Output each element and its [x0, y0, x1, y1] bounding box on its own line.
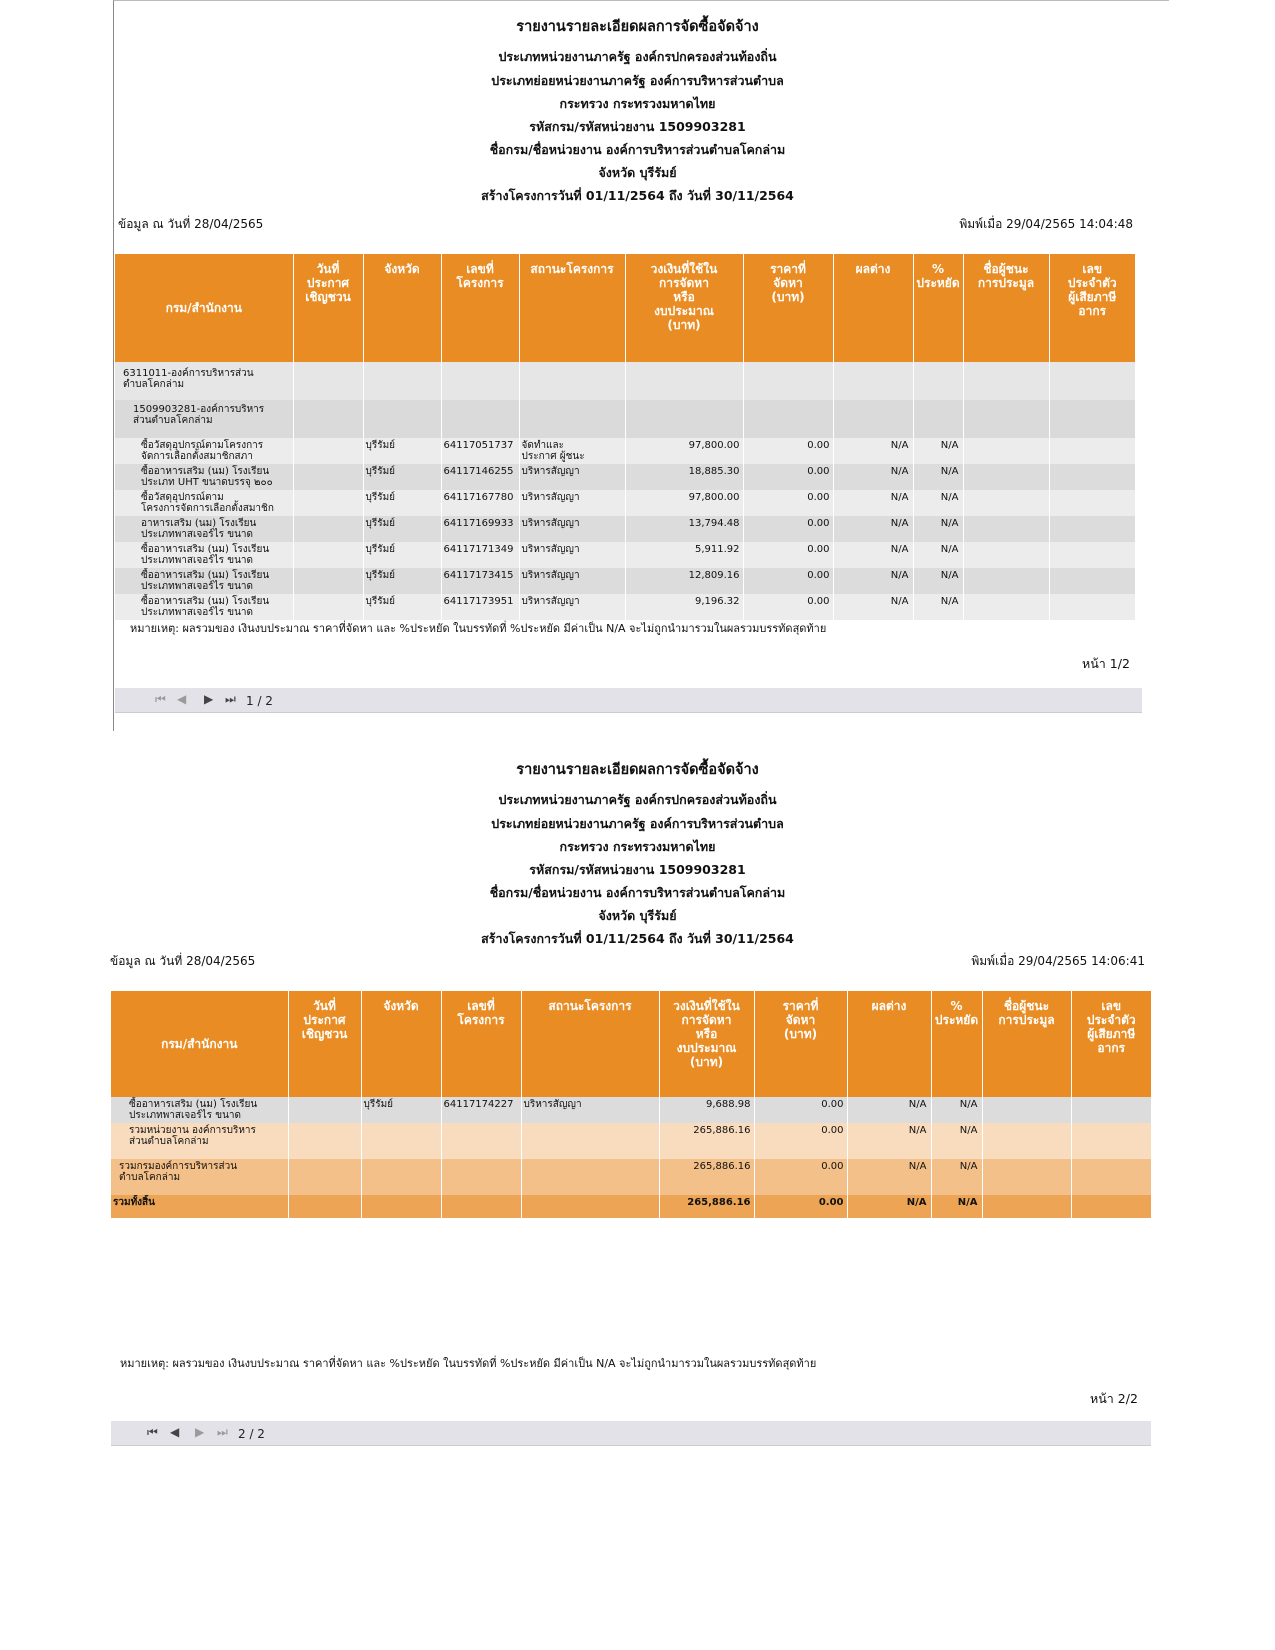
difference-value: N/A	[833, 542, 913, 568]
winner-name	[963, 490, 1049, 516]
difference-total: N/A	[847, 1195, 931, 1218]
grand-total-row	[111, 1195, 1151, 1218]
saving-total: N/A	[931, 1195, 982, 1218]
group-row-agency	[115, 400, 1135, 438]
col-header-winner: ชื่อผู้ชนะ การประมูล	[982, 991, 1071, 1097]
province: บุรีรัมย์	[363, 438, 441, 464]
winner-name	[963, 438, 1049, 464]
budget-value: 12,809.16	[625, 568, 743, 594]
table-row	[115, 490, 1135, 516]
budget-total: 265,886.16	[659, 1159, 754, 1195]
col-header-difference: ผลต่าง	[847, 991, 931, 1097]
difference-value: N/A	[847, 1097, 931, 1123]
col-header-province: จังหวัด	[361, 991, 441, 1097]
project-name: ซื้ออาหารเสริม (นม) โรงเรียน ประเภทพาสเจอร์ไร ขนาด	[115, 542, 293, 568]
saving-value: N/A	[913, 568, 963, 594]
tax-id	[1071, 1097, 1151, 1123]
agency-name-line: ชื่อกรม/ชื่อหน่วยงาน องค์การบริหารส่วนตำบลโคกล่าม	[489, 142, 786, 157]
price-total: 0.00	[754, 1195, 847, 1218]
tax-id	[1049, 568, 1135, 594]
ministry-line: กระทรวง กระทรวงมหาดไทย	[559, 96, 716, 111]
group-name: 6311011-องค์การบริหารส่วน ตำบลโคกล่าม	[115, 362, 293, 400]
table-row	[111, 1097, 1151, 1123]
printed-timestamp: พิมพ์เมื่อ 29/04/2565 14:04:48	[959, 217, 1133, 231]
group-name: 1509903281-องค์การบริหาร ส่วนตำบลโคกล่าม	[115, 400, 293, 438]
tax-id	[1049, 490, 1135, 516]
budget-value: 18,885.30	[625, 464, 743, 490]
province-line: จังหวัด บุรีรัมย์	[598, 165, 677, 180]
project-status: บริหารสัญญา	[519, 568, 625, 594]
table-header-row	[111, 991, 1151, 1097]
agency-code-line: รหัสกรม/รหัสหน่วยงาน 1509903281	[529, 119, 746, 134]
saving-value: N/A	[913, 464, 963, 490]
agency-subtype-line: ประเภทย่อยหน่วยงานภาครัฐ องค์การบริหารส่วนตำบล	[491, 816, 784, 831]
announce-date	[293, 542, 363, 568]
price-value: 0.00	[743, 464, 833, 490]
project-no: 64117146255	[441, 464, 519, 490]
budget-total: 265,886.16	[659, 1123, 754, 1159]
tax-id	[1049, 542, 1135, 568]
project-status: บริหารสัญญา	[519, 490, 625, 516]
project-no: 64117169933	[441, 516, 519, 542]
project-name: ซื้ออาหารเสริม (นม) โรงเรียน ประเภท UHT ขนาดบรรจุ ๒๐๐	[115, 464, 293, 490]
saving-value: N/A	[913, 516, 963, 542]
data-date: ข้อมูล ณ วันที่ 28/04/2565	[118, 217, 264, 231]
announce-date	[293, 438, 363, 464]
project-name: อาหารเสริม (นม) โรงเรียน ประเภทพาสเจอร์ไร ขนาด	[115, 516, 293, 542]
report-title: รายงานรายละเอียดผลการจัดซื้อจัดจ้าง	[516, 762, 759, 778]
budget-total: 265,886.16	[659, 1195, 754, 1218]
table-row	[115, 438, 1135, 464]
project-name: ซื้ออาหารเสริม (นม) โรงเรียน ประเภทพาสเจอร์ไร ขนาด	[115, 594, 293, 620]
announce-date	[293, 490, 363, 516]
price-value: 0.00	[743, 594, 833, 620]
page-number: หน้า 2/2	[1090, 1391, 1138, 1406]
province: บุรีรัมย์	[363, 568, 441, 594]
report-navigation-bar	[111, 1421, 1151, 1446]
price-total: 0.00	[754, 1123, 847, 1159]
project-name: ซื้ออาหารเสริม (นม) โรงเรียน ประเภทพาสเจอร์ไร ขนาด	[111, 1097, 288, 1123]
col-header-status: สถานะโครงการ	[521, 991, 659, 1097]
province-line: จังหวัด บุรีรัมย์	[598, 908, 677, 923]
table-row	[115, 568, 1135, 594]
winner-name	[963, 594, 1049, 620]
col-header-status: สถานะโครงการ	[519, 254, 625, 362]
project-no: 64117173415	[441, 568, 519, 594]
winner-name	[963, 568, 1049, 594]
project-status: บริหารสัญญา	[521, 1097, 659, 1123]
difference-total: N/A	[847, 1123, 931, 1159]
page-indicator: 1 / 2	[246, 694, 273, 708]
report-navigation-bar	[115, 688, 1142, 713]
announce-date	[293, 568, 363, 594]
page-number: หน้า 1/2	[1082, 656, 1130, 671]
first-page-icon[interactable]: ⏮	[155, 692, 166, 706]
project-no: 64117174227	[441, 1097, 521, 1123]
first-page-icon[interactable]: ⏮	[147, 1425, 158, 1439]
prev-page-icon[interactable]: ◀	[177, 692, 187, 706]
project-name: ซื้อวัสดุอุปกรณ์ตามโครงการ จัดการเลือกตั้งสมาชิกสภา	[115, 438, 293, 464]
saving-total: N/A	[931, 1159, 982, 1195]
saving-total: N/A	[931, 1123, 982, 1159]
tax-id	[1049, 594, 1135, 620]
winner-name	[963, 542, 1049, 568]
col-header-price: ราคาที่ จัดหา (บาท)	[743, 254, 833, 362]
col-header-agency: กรม/สำนักงาน	[111, 991, 288, 1097]
saving-value: N/A	[913, 490, 963, 516]
subtotal-row-agency	[111, 1123, 1151, 1159]
difference-value: N/A	[833, 594, 913, 620]
project-status: บริหารสัญญา	[519, 464, 625, 490]
budget-value: 5,911.92	[625, 542, 743, 568]
announce-date	[293, 594, 363, 620]
project-status: บริหารสัญญา	[519, 542, 625, 568]
budget-value: 9,196.32	[625, 594, 743, 620]
province: บุรีรัมย์	[363, 464, 441, 490]
province: บุรีรัมย์	[363, 516, 441, 542]
table-row	[115, 464, 1135, 490]
subtotal-label: รวมกรมองค์การบริหารส่วน ตำบลโคกล่าม	[111, 1159, 288, 1195]
winner-name	[982, 1097, 1071, 1123]
col-header-tax-id: เลข ประจำตัว ผู้เสียภาษี อากร	[1071, 991, 1151, 1097]
saving-value: N/A	[913, 438, 963, 464]
subtotal-label: รวมหน่วยงาน องค์การบริหาร ส่วนตำบลโคกล่าม	[111, 1123, 288, 1159]
tax-id	[1049, 438, 1135, 464]
col-header-saving: % ประหยัด	[931, 991, 982, 1097]
price-value: 0.00	[743, 516, 833, 542]
difference-value: N/A	[833, 464, 913, 490]
printed-timestamp: พิมพ์เมื่อ 29/04/2565 14:06:41	[971, 954, 1145, 968]
agency-subtype-line: ประเภทย่อยหน่วยงานภาครัฐ องค์การบริหารส่วนตำบล	[491, 73, 784, 88]
ministry-line: กระทรวง กระทรวงมหาดไทย	[559, 839, 716, 854]
tax-id	[1049, 516, 1135, 542]
price-value: 0.00	[743, 568, 833, 594]
project-no: 64117051737	[441, 438, 519, 464]
budget-value: 97,800.00	[625, 438, 743, 464]
col-header-province: จังหวัด	[363, 254, 441, 362]
difference-value: N/A	[833, 516, 913, 542]
col-header-budget: วงเงินที่ใช้ใน การจัดหา หรือ งบประมาณ (บาท)	[625, 254, 743, 362]
next-page-icon[interactable]: ▶	[204, 692, 214, 706]
project-no: 64117173951	[441, 594, 519, 620]
col-header-tax-id: เลข ประจำตัว ผู้เสียภาษี อากร	[1049, 254, 1135, 362]
col-header-winner: ชื่อผู้ชนะ การประมูล	[963, 254, 1049, 362]
price-total: 0.00	[754, 1159, 847, 1195]
province: บุรีรัมย์	[361, 1097, 441, 1123]
col-header-announce-date: วันที่ ประกาศ เชิญชวน	[293, 254, 363, 362]
report-page-1	[0, 0, 1275, 735]
col-header-price: ราคาที่ จัดหา (บาท)	[754, 991, 847, 1097]
province: บุรีรัมย์	[363, 594, 441, 620]
budget-value: 97,800.00	[625, 490, 743, 516]
saving-value: N/A	[913, 542, 963, 568]
footnote: หมายเหตุ: ผลรวมของ เงินงบประมาณ ราคาที่จัดหา และ %ประหยัด ในบรรทัดที่ %ประหยัด มีค่าเป็น N/A จะไม่ถูกนำมารวมในผลรวมบรรทัดสุดท้าย	[130, 622, 827, 635]
agency-name-line: ชื่อกรม/ชื่อหน่วยงาน องค์การบริหารส่วนตำบลโคกล่าม	[489, 885, 786, 900]
project-name: ซื้ออาหารเสริม (นม) โรงเรียน ประเภทพาสเจอร์ไร ขนาด	[115, 568, 293, 594]
period-line: สร้างโครงการวันที่ 01/11/2564 ถึง วันที่ 30/11/2564	[481, 188, 794, 203]
winner-name	[963, 516, 1049, 542]
difference-total: N/A	[847, 1159, 931, 1195]
table-header-row	[115, 254, 1135, 362]
table-row	[115, 594, 1135, 620]
col-header-difference: ผลต่าง	[833, 254, 913, 362]
announce-date	[293, 516, 363, 542]
period-line: สร้างโครงการวันที่ 01/11/2564 ถึง วันที่ 30/11/2564	[481, 931, 794, 946]
prev-page-icon[interactable]: ◀	[170, 1425, 180, 1439]
project-status: จัดทำและ ประกาศ ผู้ชนะ	[519, 438, 625, 464]
col-header-agency: กรม/สำนักงาน	[115, 254, 293, 362]
tax-id	[1049, 464, 1135, 490]
col-header-budget: วงเงินที่ใช้ใน การจัดหา หรือ งบประมาณ (บาท)	[659, 991, 754, 1097]
difference-value: N/A	[833, 568, 913, 594]
project-no: 64117171349	[441, 542, 519, 568]
project-status: บริหารสัญญา	[519, 594, 625, 620]
next-page-icon[interactable]: ▶	[195, 1425, 205, 1439]
price-value: 0.00	[743, 438, 833, 464]
report-table-page-2	[111, 991, 1152, 1218]
col-header-saving: % ประหยัด	[913, 254, 963, 362]
saving-value: N/A	[931, 1097, 982, 1123]
table-row	[115, 542, 1135, 568]
report-table-page-1	[115, 254, 1136, 620]
project-name: ซื้อวัสดุอุปกรณ์ตาม โครงการจัดการเลือกตั้งสมาชิก	[115, 490, 293, 516]
province: บุรีรัมย์	[363, 542, 441, 568]
page-indicator: 2 / 2	[238, 1427, 265, 1441]
province: บุรีรัมย์	[363, 490, 441, 516]
price-value: 0.00	[743, 542, 833, 568]
agency-type-line: ประเภทหน่วยงานภาครัฐ องค์กรปกครองส่วนท้องถิ่น	[498, 792, 777, 807]
budget-value: 13,794.48	[625, 516, 743, 542]
table-row	[115, 516, 1135, 542]
report-page-2	[0, 738, 1275, 1458]
project-no: 64117167780	[441, 490, 519, 516]
difference-value: N/A	[833, 490, 913, 516]
footnote: หมายเหตุ: ผลรวมของ เงินงบประมาณ ราคาที่จัดหา และ %ประหยัด ในบรรทัดที่ %ประหยัด มีค่าเป็น N/A จะไม่ถูกนำมารวมในผลรวมบรรทัดสุดท้าย	[120, 1357, 817, 1370]
col-header-announce-date: วันที่ ประกาศ เชิญชวน	[288, 991, 361, 1097]
announce-date	[293, 464, 363, 490]
budget-value: 9,688.98	[659, 1097, 754, 1123]
data-date: ข้อมูล ณ วันที่ 28/04/2565	[110, 954, 256, 968]
saving-value: N/A	[913, 594, 963, 620]
price-value: 0.00	[743, 490, 833, 516]
last-page-icon[interactable]: ⏭	[225, 692, 236, 706]
report-title: รายงานรายละเอียดผลการจัดซื้อจัดจ้าง	[516, 19, 759, 35]
price-value: 0.00	[754, 1097, 847, 1123]
last-page-icon[interactable]: ⏭	[217, 1425, 228, 1439]
grand-total-label: รวมทั้งสิ้น	[111, 1195, 288, 1218]
agency-code-line: รหัสกรม/รหัสหน่วยงาน 1509903281	[529, 862, 746, 877]
difference-value: N/A	[833, 438, 913, 464]
group-row-department	[115, 362, 1135, 400]
agency-type-line: ประเภทหน่วยงานภาครัฐ องค์กรปกครองส่วนท้องถิ่น	[498, 49, 777, 64]
announce-date	[288, 1097, 361, 1123]
winner-name	[963, 464, 1049, 490]
col-header-project-no: เลขที่ โครงการ	[441, 254, 519, 362]
project-status: บริหารสัญญา	[519, 516, 625, 542]
col-header-project-no: เลขที่ โครงการ	[441, 991, 521, 1097]
subtotal-row-department	[111, 1159, 1151, 1195]
